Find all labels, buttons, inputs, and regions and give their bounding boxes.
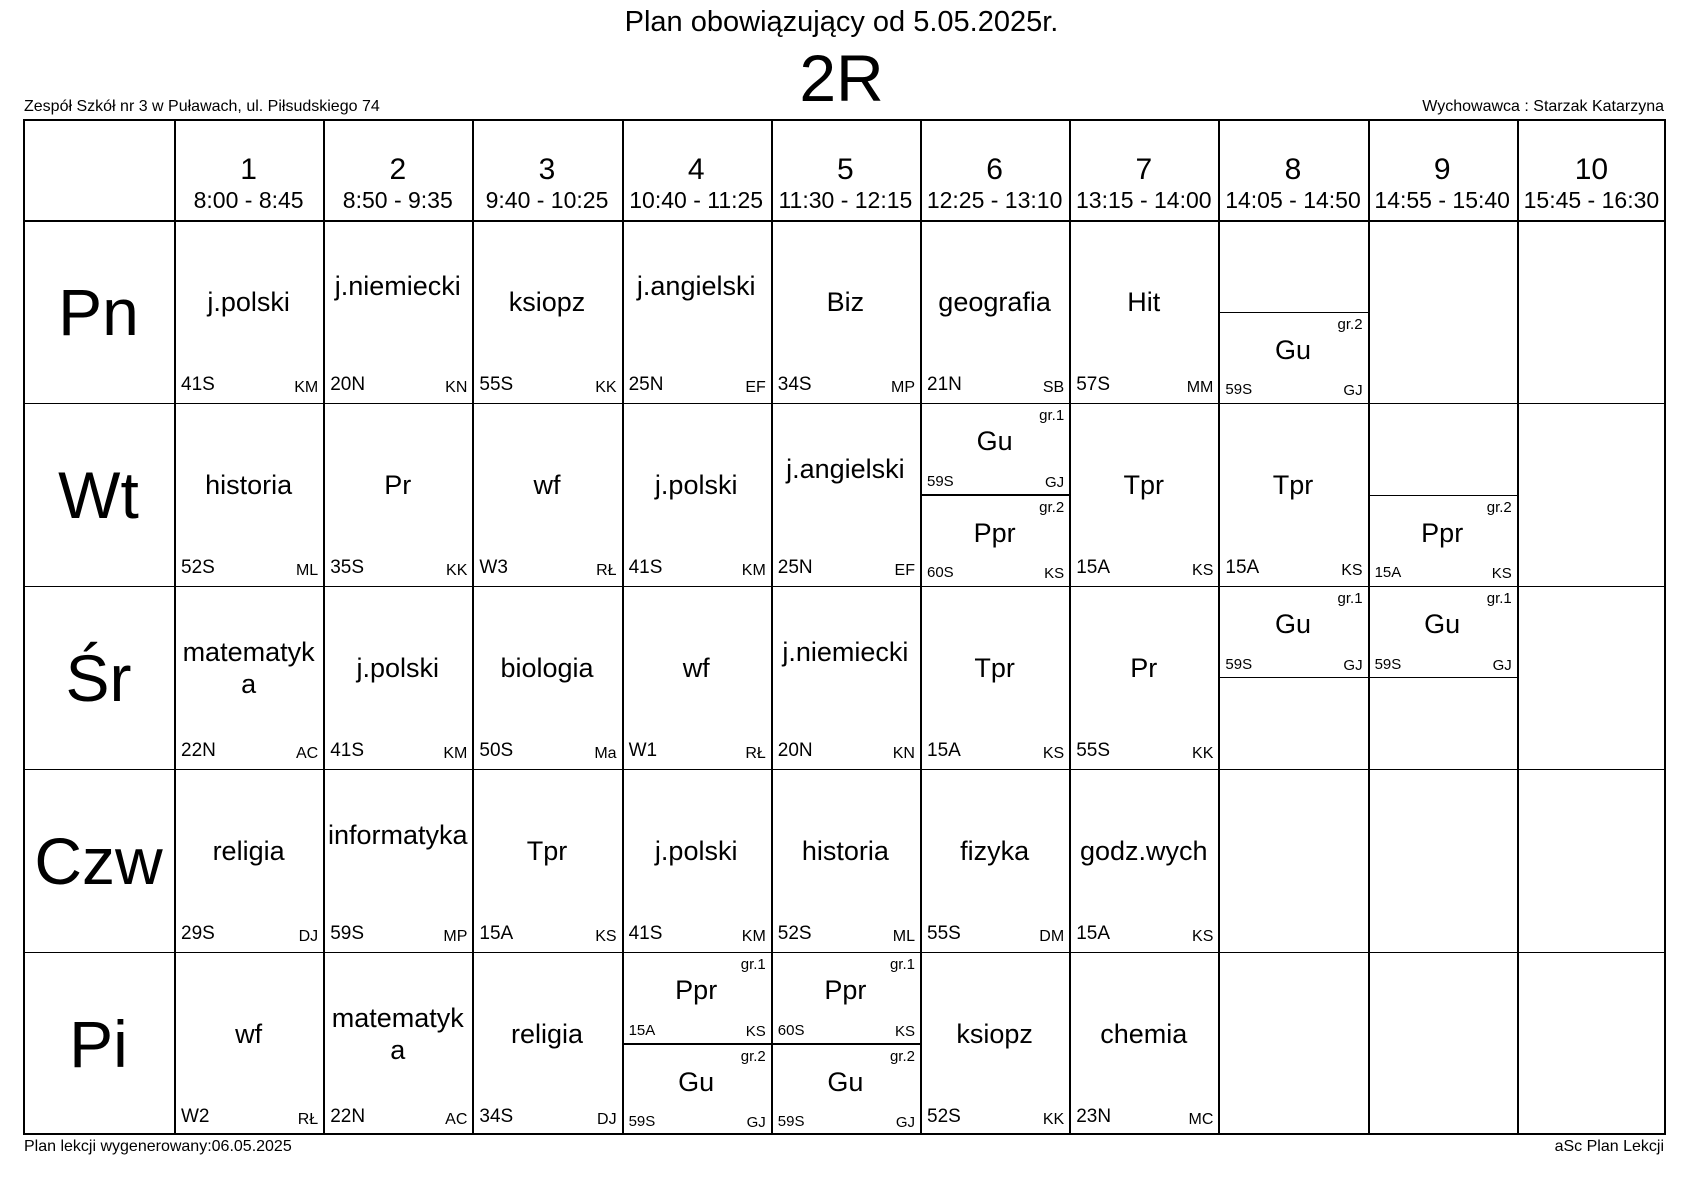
lesson-teacher: KK [446, 562, 468, 579]
lesson-teacher: MC [1188, 1111, 1214, 1128]
lesson-teacher: KM [741, 562, 766, 579]
lesson-cell [472, 403, 621, 586]
lesson-cell [771, 403, 920, 586]
period-number: 9 [1433, 153, 1451, 186]
lesson-room: 15A [927, 740, 961, 761]
lesson-subject: j.polski [207, 287, 290, 317]
lesson-subject: j.polski [654, 836, 738, 866]
lesson-room: 52S [777, 923, 812, 944]
lesson-cell [174, 220, 323, 403]
lesson-teacher: KM [741, 928, 766, 945]
lesson-teacher: KS [1341, 562, 1363, 579]
period-number: 2 [389, 153, 407, 186]
period-header [323, 119, 472, 220]
lesson-cell [472, 220, 621, 403]
group-divider [1368, 677, 1517, 678]
day-label: Czw [34, 823, 163, 898]
lesson-subject: Gu [827, 1066, 864, 1097]
period-number: 3 [538, 153, 556, 186]
lesson-teacher: KN [445, 379, 468, 396]
lesson-teacher: Ma [594, 745, 617, 762]
lesson-subject: j.niemiecki [782, 637, 909, 667]
lesson-subject: Gu [1274, 334, 1311, 365]
lesson-teacher: KK [1192, 745, 1214, 762]
lesson-subject: Tpr [1123, 470, 1165, 500]
lesson-room: 60S [777, 1021, 805, 1039]
lesson-subject: religia [212, 836, 285, 866]
lesson-teacher: RŁ [745, 745, 766, 762]
lesson-teacher: RŁ [596, 562, 617, 579]
lesson-cell [920, 495, 1069, 587]
period-time: 8:00 - 8:45 [193, 187, 304, 213]
lesson-teacher: DM [1039, 928, 1065, 945]
lesson-room: 25N [628, 374, 664, 395]
period-number: 4 [687, 153, 705, 186]
lesson-room: 15A [1076, 557, 1110, 578]
lesson-room: 34S [777, 374, 812, 395]
lesson-room: 34S [479, 1106, 514, 1127]
lesson-subject: Ppr [824, 975, 867, 1005]
lesson-cell [771, 1044, 920, 1136]
lesson-subject: Biz [826, 287, 865, 317]
period-header [920, 119, 1069, 220]
school-name: Zespół Szkół nr 3 w Puławach, ul. Piłsudskiego 74 [24, 98, 380, 115]
lesson-room: 59S [1374, 655, 1402, 673]
lesson-teacher: ML [892, 928, 915, 945]
lesson-cell [323, 220, 472, 403]
lesson-room: 21N [927, 374, 962, 395]
lesson-group: gr.2 [1486, 498, 1512, 516]
period-time: 9:40 - 10:25 [485, 187, 609, 213]
group-divider [920, 495, 1069, 496]
lesson-teacher: KS [1042, 745, 1065, 762]
lesson-teacher: EF [745, 379, 766, 396]
lesson-teacher: KN [892, 745, 915, 762]
lesson-room: W3 [479, 557, 508, 578]
period-time: 11:30 - 12:15 [778, 187, 913, 213]
grid-line [1517, 119, 1519, 1135]
generated-date: Plan lekcji wygenerowany:06.05.2025 [24, 1138, 292, 1155]
lesson-room: 59S [1225, 381, 1253, 398]
lesson-cell [622, 220, 771, 403]
lesson-subject: Tpr [1272, 470, 1314, 500]
period-header [1517, 119, 1666, 220]
lesson-cell [920, 952, 1069, 1135]
day-label: Pi [69, 1006, 128, 1081]
lesson-room: 50S [479, 740, 514, 761]
lesson-subject: Ppr [1421, 517, 1464, 548]
lesson-room: 59S [1225, 655, 1253, 673]
period-time: 15:45 - 16:30 [1523, 187, 1660, 213]
lesson-group: gr.2 [889, 1047, 915, 1065]
lesson-teacher: GJ [1343, 656, 1363, 674]
lesson-subject: Gu [1274, 609, 1311, 639]
lesson-teacher: KS [1491, 565, 1512, 582]
period-header [1368, 119, 1517, 220]
lesson-cell [323, 769, 472, 952]
lesson-room: 15A [628, 1021, 656, 1039]
lesson-group: gr.1 [889, 956, 915, 973]
lesson-teacher: KM [294, 379, 319, 396]
period-number: 6 [986, 153, 1003, 186]
lesson-teacher: AC [445, 1111, 468, 1128]
lesson-cell [920, 220, 1069, 403]
day-label: Pn [58, 274, 139, 349]
lesson-cell [1069, 586, 1218, 769]
period-time: 14:05 - 14:50 [1225, 187, 1361, 213]
lesson-subject: informatyka [328, 820, 468, 850]
lesson-cell [1368, 495, 1517, 587]
group-divider [622, 1044, 771, 1045]
period-header [472, 119, 621, 220]
lesson-room: 20N [330, 374, 366, 395]
period-header [771, 119, 920, 220]
lesson-cell [771, 220, 920, 403]
lesson-subject: j.polski [654, 470, 738, 500]
period-time: 13:15 - 14:00 [1076, 187, 1212, 213]
lesson-teacher: KM [443, 745, 468, 762]
grid-line [1664, 119, 1666, 1135]
lesson-subject: chemia [1100, 1019, 1188, 1049]
lesson-cell [771, 586, 920, 769]
plan-subtitle: Plan obowiązujący od 5.05.2025r. [624, 6, 1059, 38]
lesson-room: 15A [1374, 564, 1402, 581]
lesson-group: gr.1 [1039, 407, 1065, 424]
lesson-subject: Tpr [526, 836, 568, 866]
lesson-cell [1368, 586, 1517, 678]
lesson-room: 41S [628, 923, 663, 944]
lesson-cell [472, 586, 621, 769]
period-time: 12:25 - 13:10 [926, 187, 1063, 213]
lesson-subject: wf [235, 1019, 263, 1049]
class-name: 2R [799, 41, 884, 115]
lesson-cell [622, 403, 771, 586]
lesson-subject: matematyka [182, 637, 315, 699]
lesson-cell [1218, 586, 1367, 678]
lesson-cell [771, 769, 920, 952]
period-number: 5 [837, 153, 854, 186]
lesson-teacher: GJ [895, 1114, 915, 1131]
group-divider [1218, 677, 1367, 678]
lesson-cell [174, 769, 323, 952]
lesson-teacher: KK [595, 379, 617, 396]
lesson-teacher: KS [595, 928, 617, 945]
lesson-subject: j.angielski [786, 454, 905, 484]
lesson-cell [1069, 952, 1218, 1135]
lesson-subject: Tpr [974, 653, 1015, 683]
lesson-cell [174, 952, 323, 1135]
lesson-cell [472, 769, 621, 952]
lesson-cell [622, 1044, 771, 1136]
lesson-teacher: GJ [1492, 656, 1512, 674]
lesson-room: W1 [628, 740, 658, 761]
lesson-teacher: KS [1192, 562, 1214, 579]
lesson-cell [174, 586, 323, 769]
lesson-subject: ksiopz [956, 1019, 1033, 1049]
lesson-room: 59S [330, 923, 364, 944]
lesson-room: 20N [777, 740, 813, 761]
lesson-teacher: KS [1044, 565, 1065, 582]
class-tutor: Wychowawca : Starzak Katarzyna [1422, 98, 1664, 115]
lesson-subject: Gu [976, 426, 1013, 456]
lesson-cell [323, 586, 472, 769]
lesson-cell [622, 769, 771, 952]
lesson-subject: religia [510, 1019, 583, 1049]
lesson-teacher: MM [1186, 379, 1214, 396]
lesson-room: 57S [1076, 374, 1110, 395]
lesson-cell [920, 403, 1069, 495]
group-divider [771, 1044, 920, 1045]
lesson-teacher: KS [1192, 928, 1214, 945]
lesson-cell [622, 586, 771, 769]
timetable-grid [23, 119, 1666, 1135]
lesson-room: 59S [927, 472, 954, 490]
lesson-room: 55S [479, 374, 514, 395]
lesson-teacher: ML [295, 562, 319, 579]
period-header [174, 119, 323, 220]
lesson-subject: Ppr [973, 517, 1016, 548]
lesson-subject: Gu [678, 1066, 715, 1097]
lesson-room: 41S [181, 374, 215, 395]
period-number: 1 [240, 153, 257, 186]
lesson-cell [174, 403, 323, 586]
lesson-room: 25N [777, 557, 813, 578]
lesson-cell [323, 952, 472, 1135]
lesson-teacher: KS [745, 1022, 766, 1040]
lesson-teacher: RŁ [297, 1111, 319, 1128]
lesson-group: gr.2 [740, 1047, 766, 1065]
lesson-subject: fizyka [960, 836, 1030, 866]
group-divider [1218, 312, 1367, 313]
period-time: 10:40 - 11:25 [629, 187, 764, 213]
lesson-cell [920, 769, 1069, 952]
lesson-subject: historia [801, 836, 889, 866]
lesson-cell [920, 586, 1069, 769]
lesson-subject: wf [682, 653, 710, 683]
lesson-cell [1218, 312, 1367, 404]
lesson-room: 35S [330, 557, 364, 578]
lesson-teacher: SB [1042, 379, 1065, 396]
group-divider [1368, 495, 1517, 496]
lesson-room: 15A [1076, 923, 1110, 944]
lesson-cell [1069, 403, 1218, 586]
period-number: 7 [1135, 153, 1153, 186]
lesson-subject: Ppr [675, 975, 718, 1005]
lesson-room: 23N [1076, 1106, 1112, 1127]
lesson-teacher: EF [894, 562, 915, 579]
period-header [622, 119, 771, 220]
lesson-subject: Pr [384, 470, 412, 500]
lesson-room: W2 [181, 1106, 210, 1127]
lesson-room: 22N [181, 740, 216, 761]
lesson-subject: j.niemiecki [334, 271, 461, 301]
day-label: Śr [65, 640, 132, 715]
lesson-group: gr.2 [1337, 315, 1363, 333]
lesson-subject: geografia [938, 287, 1051, 317]
lesson-cell [622, 952, 771, 1044]
period-header [1069, 119, 1218, 220]
lesson-room: 22N [330, 1106, 366, 1127]
lesson-teacher: MP [890, 379, 915, 396]
lesson-group: gr.1 [1337, 590, 1363, 607]
lesson-teacher: AC [295, 745, 319, 762]
lesson-room: 41S [330, 740, 364, 761]
lesson-room: 55S [927, 923, 961, 944]
lesson-subject: biologia [500, 653, 594, 683]
lesson-room: 55S [1076, 740, 1110, 761]
lesson-teacher: DJ [597, 1111, 617, 1128]
lesson-subject: j.polski [356, 653, 440, 683]
period-header [1218, 119, 1367, 220]
lesson-teacher: DJ [298, 928, 319, 945]
software-credit: aSc Plan Lekcji [1554, 1138, 1664, 1155]
lesson-room: 52S [927, 1106, 961, 1127]
lesson-cell [1218, 403, 1367, 586]
lesson-room: 29S [181, 923, 215, 944]
period-time: 8:50 - 9:35 [342, 187, 453, 213]
lesson-room: 52S [181, 557, 215, 578]
lesson-subject: godz.wych [1079, 836, 1208, 866]
period-number: 8 [1284, 153, 1302, 186]
lesson-subject: historia [205, 470, 293, 500]
lesson-subject: ksiopz [508, 287, 586, 317]
lesson-teacher: KK [1042, 1111, 1065, 1128]
lesson-group: gr.1 [740, 956, 766, 973]
day-label: Wt [58, 457, 139, 532]
lesson-cell [472, 952, 621, 1135]
lesson-subject: Gu [1424, 609, 1461, 639]
lesson-teacher: GJ [746, 1114, 766, 1131]
lesson-room: 15A [479, 923, 514, 944]
lesson-subject: Hit [1127, 287, 1161, 317]
lesson-cell [1069, 769, 1218, 952]
lesson-cell [771, 952, 920, 1044]
lesson-room: 41S [628, 557, 663, 578]
lesson-room: 15A [1225, 557, 1260, 578]
period-time: 14:55 - 15:40 [1374, 187, 1510, 213]
lesson-room: 59S [777, 1113, 805, 1130]
lesson-group: gr.1 [1486, 590, 1512, 607]
lesson-teacher: KS [894, 1022, 915, 1040]
lesson-teacher: MP [443, 928, 468, 945]
lesson-subject: j.angielski [636, 271, 756, 301]
lesson-subject: Pr [1130, 653, 1158, 683]
lesson-subject: wf [533, 470, 561, 500]
lesson-group: gr.2 [1039, 498, 1065, 516]
lesson-subject: matematyka [331, 1003, 464, 1065]
period-number: 10 [1574, 153, 1609, 186]
lesson-teacher: GJ [1343, 382, 1363, 399]
lesson-teacher: GJ [1045, 473, 1065, 491]
lesson-room: 60S [927, 564, 954, 581]
lesson-cell [323, 403, 472, 586]
lesson-cell [1069, 220, 1218, 403]
lesson-room: 59S [628, 1113, 656, 1130]
